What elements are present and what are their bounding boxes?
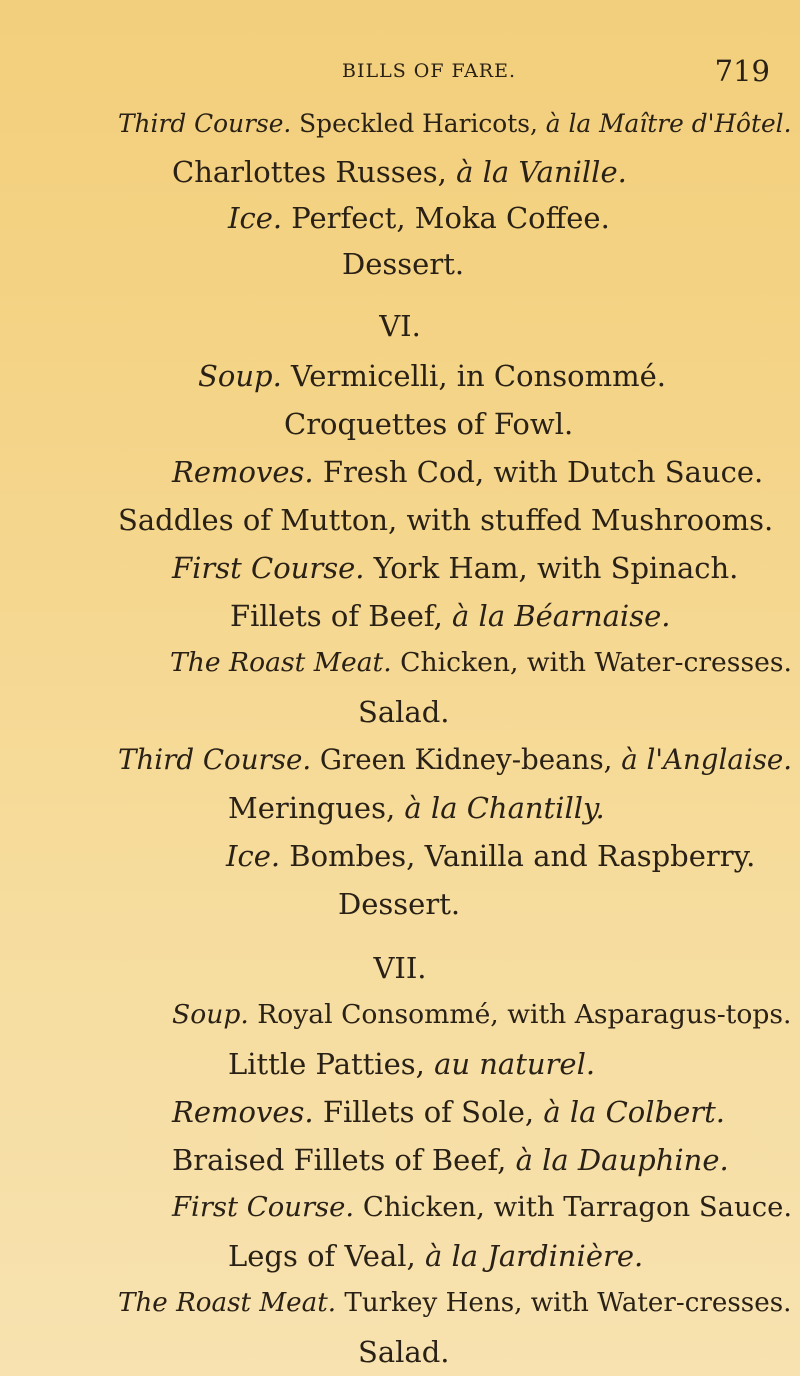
menu-line: [226, 839, 756, 873]
menu-line: [170, 647, 792, 678]
dish-text: Salad.: [358, 1335, 450, 1369]
dish-text: Charlottes Russes,: [172, 155, 457, 189]
page-header: [0, 52, 800, 92]
dish-style: à la Colbert.: [543, 1095, 725, 1129]
dish-text: Meringues,: [228, 791, 405, 825]
course-label: Third Course.: [118, 109, 292, 138]
dish-style: à l'Anglaise.: [621, 743, 793, 776]
menu-line: [342, 247, 465, 281]
dish-text: Vermicelli, in Consommé.: [281, 359, 666, 393]
menu-line: [172, 155, 627, 189]
course-label: Third Course.: [118, 743, 312, 776]
dish-style: à la Béarnaise.: [452, 599, 671, 633]
course-label: Soup.: [198, 359, 282, 393]
menu-line: [172, 551, 739, 585]
dish-text: York Ham, with Spinach.: [364, 551, 739, 585]
course-label: Soup.: [172, 999, 249, 1030]
menu-line: [358, 695, 450, 729]
menu-line: [228, 1047, 596, 1081]
menu-line: [230, 599, 671, 633]
dish-text: Chicken, with Tarragon Sauce.: [354, 1192, 793, 1223]
menu-line: [118, 109, 792, 138]
course-label: First Course.: [172, 1192, 355, 1223]
dish-text: Turkey Hens, with Water-cresses.: [336, 1288, 792, 1318]
dish-text: Saddles of Mutton, with stuffed Mushrooms.: [118, 503, 774, 537]
course-label: Ice.: [226, 839, 281, 873]
dish-style: à la Maître d'Hôtel.: [545, 109, 792, 138]
dish-text: Little Patties,: [228, 1047, 435, 1081]
dish-text: Legs of Veal,: [228, 1239, 425, 1273]
dish-text: Braised Fillets of Beef,: [172, 1143, 516, 1177]
dish-text: Perfect, Moka Coffee.: [282, 201, 610, 235]
menu-line: [118, 1290, 791, 1316]
menu-line: [338, 887, 461, 921]
dish-style: au naturel.: [434, 1047, 596, 1081]
menu-line: [172, 1194, 792, 1221]
dish-style: à la Chantilly.: [404, 791, 605, 825]
dish-text: Fresh Cod, with Dutch Sauce.: [313, 455, 764, 489]
course-label: Ice.: [228, 201, 283, 235]
menu-line: [284, 407, 574, 441]
course-label: Removes.: [172, 1095, 314, 1129]
dish-text: Chicken, with Water-cresses.: [391, 647, 792, 678]
dish-text: Croquettes of Fowl.: [284, 407, 574, 441]
dish-text: Fillets of Sole,: [313, 1095, 544, 1129]
dish-style: à la Jardinière.: [424, 1239, 644, 1273]
dish-text: Bombes, Vanilla and Raspberry.: [280, 839, 756, 873]
course-label: Removes.: [172, 455, 314, 489]
dish-text: Dessert.: [338, 887, 461, 921]
menu-line: [172, 1095, 725, 1129]
menu-line: [228, 1239, 644, 1273]
dish-text: Green Kidney-beans,: [311, 743, 622, 776]
dish-text: Fillets of Beef,: [230, 599, 453, 633]
dish-style: à la Vanille.: [456, 155, 627, 189]
dish-text: Dessert.: [342, 247, 465, 281]
page-number: 719: [714, 54, 770, 88]
dish-style: à la Dauphine.: [515, 1143, 729, 1177]
menu-line: [172, 1143, 729, 1177]
dish-text: Salad.: [358, 695, 450, 729]
course-label: The Roast Meat.: [118, 1288, 337, 1318]
section-numeral: VII.: [373, 951, 427, 985]
dish-text: Royal Consommé, with Asparagus-tops.: [248, 999, 792, 1030]
course-label: First Course.: [172, 551, 365, 585]
menu-line: [198, 359, 666, 393]
menu-line: [172, 455, 764, 489]
section-numeral: VI.: [379, 309, 421, 343]
running-title: BILLS OF FARE.: [342, 60, 517, 82]
menu-line: [228, 201, 610, 235]
menu-line: [118, 743, 793, 776]
menu-line: [172, 999, 792, 1030]
menu-line: [358, 1335, 450, 1369]
course-label: The Roast Meat.: [170, 647, 392, 678]
menu-line: [118, 503, 774, 537]
menu-line: [228, 791, 605, 825]
dish-text: Speckled Haricots,: [291, 109, 546, 138]
